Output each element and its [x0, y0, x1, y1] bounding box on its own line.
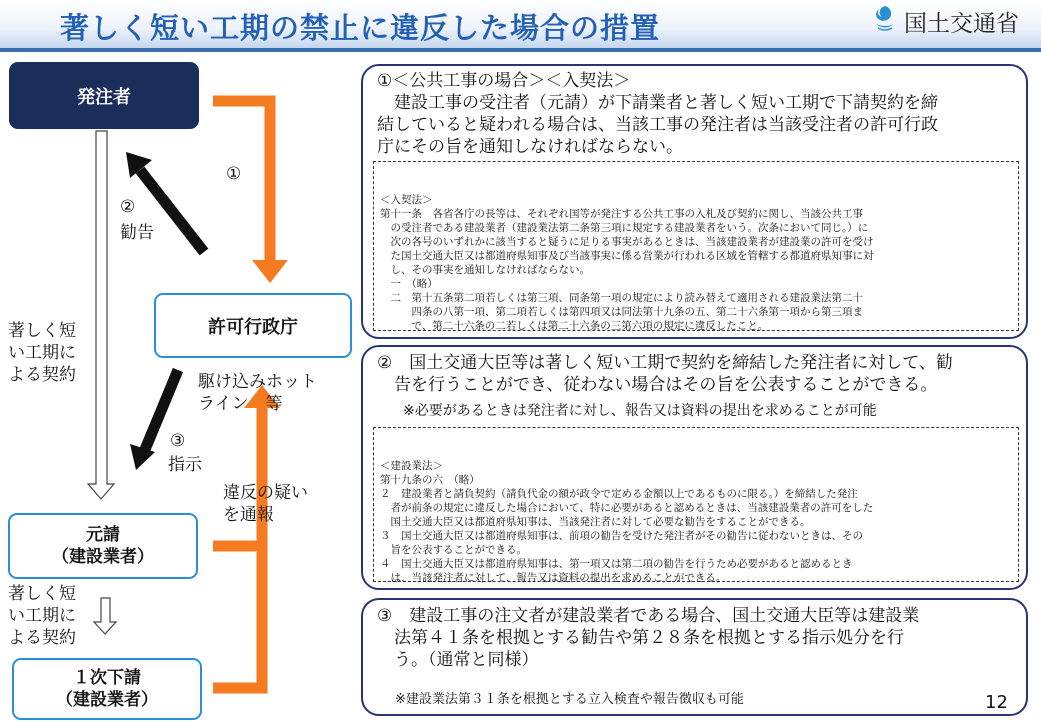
panel2-law-box: [373, 427, 1019, 582]
prime-contractor-label: 元請: [86, 525, 120, 545]
licensing-agency-box: 許可行政庁: [154, 293, 352, 358]
subcontractor-label: １次下請: [73, 668, 141, 688]
panel2-body: ② 国土交通大臣等は著しく短い工期で契約を締結した発注者に対して、勧 告を行うことができ、従わない場合はその旨を公表することができる。: [377, 353, 953, 395]
panel2-law-text: ＜建設業法＞ 第十九条の六 （略） ２ 建設業者と請負契約（請負代金の額が政令で定める金額以上であるものに限る。）を締結した発注 者が前条の規定に違反した場合において、特に必要があると認めるときは、当該建設業者の許可をした 国土交通大臣又は都道府県知事は、当該発注者に対して必要な勧告をすることができる。 ３ 国土交通大臣又は都道府県知事は、前項の勧告を受けた発注者がその勧告に従わないときは、その 旨を公表することができる。 ４ 国土交通大臣又は都道府県知事は、第一項又は第二項の勧告を行うため必要があると認めるとき は、当該発注者に対して、報告又は資料の提出を求めることができる。: [380, 460, 874, 584]
contract-arrow-down-small: [94, 598, 116, 634]
step3-label: 指示: [168, 455, 202, 475]
panel1-body: 建設工事の受注者（元請）が下請業者と著しく短い工期で下請契約を締 結していると疑われる場合は、当該工事の発注者は当該受注者の許可行政 庁にその旨を通知しなければならない。: [377, 93, 938, 157]
subcontractor-box: [12, 658, 202, 720]
notify-arrow: [213, 101, 270, 262]
panel-public-works: [361, 64, 1028, 339]
step3-number: ③: [170, 431, 186, 451]
page-number: 12: [985, 692, 1008, 713]
prime-contractor-box: [8, 513, 198, 579]
orderer-box: 発注者: [9, 62, 199, 129]
subcontractor-sublabel: （建設業者）: [56, 690, 158, 710]
panel-instruction: [361, 598, 1028, 716]
report-label: 違反の疑い を通報: [223, 483, 308, 525]
contract-arrow-down: [88, 131, 114, 499]
mlit-logo-icon: [872, 4, 898, 32]
panel-recommendation: [361, 345, 1028, 590]
panel3-body: ③ 建設工事の注文者が建設業者である場合、国土交通大臣等は建設業 法第４１条を根拠とする勧告や第２８条を根拠とする指示処分を行 う。（通常と同様）: [377, 606, 920, 670]
step2-label: 勧告: [120, 223, 154, 243]
panel1-law-text: ＜入契法＞ 第十一条 各省各庁の長等は、それぞれ国等が発注する公共工事の入札及び契約に関し、当該公共工事 の受注者である建設業者（建設業法第二条第三項に規定する建設業者をいう。次条において同じ。）に 次の各号のいずれかに該当すると疑うに足りる事実があるときは、当該建設業者が建設業の許可を受け た国土交通大臣又は都道府県知事及び当該事実に係る営業が行われる区域を管轄する都道府県知事に対 し、その事実を通知しなければならない。 一 （略） 二 第十五条第二項若しくは第三項、同条第一項の規定により読み替えて適用される建設業法第二十 四条の八第一項、第二項若しくは第四項又は同法第十九条の五、第二十六条第一項から第三項ま で、第二十六条の二若しくは第二十六条の三第六項の規定に違反したこと。: [380, 194, 874, 332]
page-title: 著しく短い工期の禁止に違反した場合の措置: [60, 11, 661, 45]
panel1-law-box: [373, 161, 1019, 331]
step2-number: ②: [120, 197, 136, 217]
contract-label-prime: 著しく短 い工期に よる契約: [8, 321, 76, 385]
panel2-note: ※必要があるときは発注者に対し、報告又は資料の提出を求めることが可能: [403, 403, 877, 419]
panel3-note: ※建設業法第３１条を根拠とする立入検査や報告徴収も可能: [395, 692, 744, 707]
step1-label: ①: [226, 164, 242, 184]
contract-label-sub: 著しく短 い工期に よる契約: [8, 584, 76, 648]
panel1-heading: ①＜公共工事の場合＞＜入契法＞: [377, 71, 631, 91]
hotline-label: 駆け込みホット ライン 等: [198, 372, 317, 414]
prime-contractor-sublabel: （建設業者）: [52, 547, 154, 567]
organization-name: 国土交通省: [904, 11, 1019, 37]
